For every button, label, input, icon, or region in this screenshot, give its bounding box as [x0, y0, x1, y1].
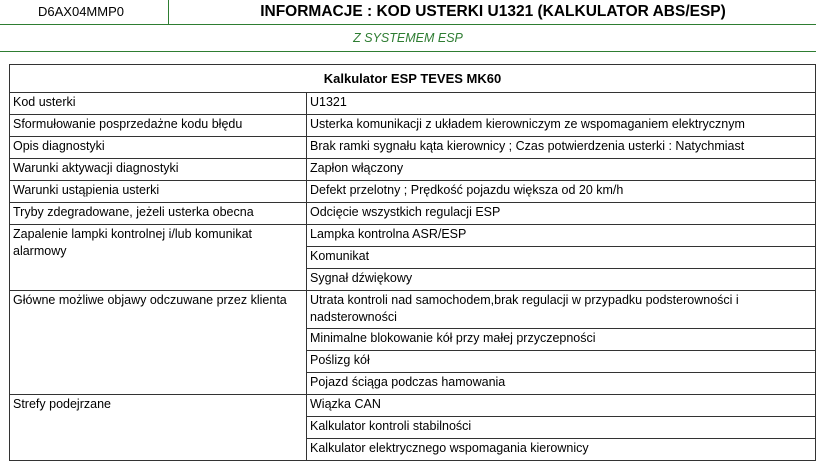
row-value: Kalkulator elektrycznego wspomagania kierownicy: [307, 439, 816, 461]
row-value: Zapłon włączony: [307, 159, 816, 181]
document-code: D6AX04MMP0: [0, 0, 169, 24]
row-value: Defekt przelotny ; Prędkość pojazdu większa od 20 km/h: [307, 181, 816, 203]
table-row: [10, 93, 816, 115]
row-value: Kalkulator kontroli stabilności: [307, 417, 816, 439]
table-caption-row: [10, 65, 816, 93]
row-value: Poślizg kół: [307, 351, 816, 373]
table-caption: Kalkulator ESP TEVES MK60: [10, 65, 816, 93]
row-value: U1321: [307, 93, 816, 115]
table-row: [10, 291, 816, 329]
row-value: Minimalne blokowanie kół przy małej przyczepności: [307, 329, 816, 351]
row-label: Opis diagnostyki: [10, 137, 307, 159]
row-value: Utrata kontroli nad samochodem,brak regulacji w przypadku podsterowności i nadsterowności: [307, 291, 816, 329]
row-label: Sformułowanie posprzedażne kodu błędu: [10, 115, 307, 137]
row-label: Zapalenie lampki kontrolnej i/lub komunikat alarmowy: [10, 225, 307, 291]
system-subheader: Z SYSTEMEM ESP: [0, 25, 816, 52]
document-title: INFORMACJE : KOD USTERKI U1321 (KALKULATOR ABS/ESP): [260, 3, 726, 20]
table-row: [10, 137, 816, 159]
fault-info-table: [9, 64, 816, 461]
row-label: Główne możliwe objawy odczuwane przez klienta: [10, 291, 307, 395]
table-row: [10, 225, 816, 247]
table-row: [10, 395, 816, 417]
table-body: [10, 93, 816, 461]
row-value: Usterka komunikacji z układem kierowniczym ze wspomaganiem elektrycznym: [307, 115, 816, 137]
table-row: [10, 181, 816, 203]
row-label: Strefy podejrzane: [10, 395, 307, 461]
table-row: [10, 159, 816, 181]
row-label: Warunki ustąpienia usterki: [10, 181, 307, 203]
row-value: Brak ramki sygnału kąta kierownicy ; Czas potwierdzenia usterki : Natychmiast: [307, 137, 816, 159]
row-label: Warunki aktywacji diagnostyki: [10, 159, 307, 181]
row-label: Kod usterki: [10, 93, 307, 115]
row-value: Lampka kontrolna ASR/ESP: [307, 225, 816, 247]
row-value: Odcięcie wszystkich regulacji ESP: [307, 203, 816, 225]
table-row: [10, 115, 816, 137]
row-value: Sygnał dźwiękowy: [307, 269, 816, 291]
row-value: Wiązka CAN: [307, 395, 816, 417]
row-value: Komunikat: [307, 247, 816, 269]
row-label: Tryby zdegradowane, jeżeli usterka obecna: [10, 203, 307, 225]
document-header: [0, 0, 816, 25]
row-value: Pojazd ściąga podczas hamowania: [307, 373, 816, 395]
table-row: [10, 203, 816, 225]
